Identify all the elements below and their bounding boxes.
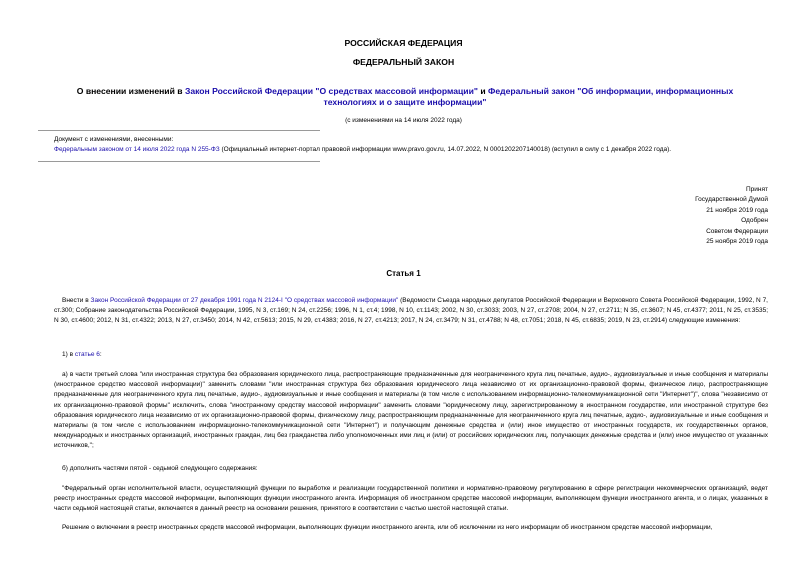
doc-type-heading: ФЕДЕРАЛЬНЫЙ ЗАКОН (352, 57, 455, 67)
article-paragraph-3: а) в части третьей слова "или иностранная структура без образования юридического лица, распространяющие предназначенные для неограниченного круга лиц печатные, аудио-, аудиовизуальные и иные сообщения и материалы (иностранное средство массовой информации)" заменить словами "или иностранная структура без образования юридического лица независимо от их организационно-правовой формы, физическое лицо, распространяющие предназначенные для неограниченного круга лиц печатные, аудио-, аудиовизуальные и иные сообщения и материалы (в том числе с использованием информационно-телекоммуникационной сети "Интернет")", слова "независимо от их организационно-правовой формы" исключить, слова "иностранному средству массовой информации" заменить словами "юридическому лицу, зарегистрированному в иностранном государстве, или иностранной структуре без образования юридического лица независимо от их организационно-правовой формы, физическому лицу, распространяющим предназначенные для неограниченного круга лиц печатные, аудио-, аудиовизуальные и иные сообщения и материалы (в том числе с использованием информационно-телекоммуникационной сети "Интернет") и получающим денежные средства и (или) иное имущество от иностранных государств, их государственных органов, международных и иностранных организаций, иностранных граждан, лиц без гражданства либо уполномоченных ими лиц и (или) от российских юридических лиц, получающих денежные средства и (или) иное имущество от указанных источников,"; (54, 371, 768, 450)
amendment-law-link[interactable]: Федеральным законом от 14 июля 2022 года N 255-ФЗ (54, 146, 220, 153)
article-6-link[interactable]: статье 6 (74, 351, 100, 358)
revision-note: (с изменениями на 14 июля 2022 года) (345, 117, 462, 124)
title-middle: и (477, 86, 488, 96)
article-paragraph-1 (54, 296, 768, 327)
accepted-date: 21 ноября 2019 года (706, 206, 768, 214)
law-link-mass-media[interactable]: Закон Российской Федерации "О средствах массовой информации" (184, 86, 478, 96)
approved-label: Одобрен (741, 217, 768, 225)
approved-by: Советом Федерации (706, 227, 768, 235)
amendments-line (54, 145, 774, 155)
amendment-details: (Официальный интернет-портал правовой информации www.pravo.gov.ru, 14.07.2022, N 0001202207140018) (вступил в силу с 1 декабря 2022 года). (219, 146, 672, 153)
article-paragraph-5: "Федеральный орган исполнительной власти, осуществляющий функции по выработке и реализации государственной политики и нормативно-правовому регулированию в сфере регистрации некоммерческих организаций, ведет реестр иностранных средств массовой информации, выполняющих функции иностранного агента. Информация об иностранном средстве массовой информации, выполняющем функции иностранного агента, и о лицах, указанных в части седьмой настоящей статьи, включается в данный реестр на основании решения, принятого в соответствии с частью шестой настоящей статьи. (54, 485, 768, 513)
p2-pre: 1) в (62, 351, 75, 358)
acceptance-block (695, 185, 768, 247)
divider-top (38, 130, 320, 131)
article-paragraph-2 (54, 350, 768, 360)
title-prefix: О внесении изменений в (76, 86, 185, 96)
law-1991-link[interactable]: Закон Российской Федерации от 27 декабря 1991 года N 2124-I "О средствах массовой информации" (90, 297, 399, 304)
p1-pre: Внести в (62, 297, 91, 304)
divider-bottom (38, 161, 320, 162)
law-title (60, 86, 750, 108)
approved-date: 25 ноября 2019 года (706, 238, 768, 246)
p1-post: (Ведомости Съезда народных депутатов Российской Федерации и Верховного Совета Российской Федерации, 1992, N 7, ст.300; Собрание законодательства Российской Федерации, 1995, N 3, ст.169; N 24, ст.2256; 1996, N 1, ст.4; 1998, N 10, ст.1143; 2002, N 30, ст.3033; 2003, N 27, ст.2708; 2004, N 27, ст.2711; N 35, ст.3607; N 45, ст.4377; 2011, N 25, ст.3535; N 30, ст.4600; 2012, N 31, ст.4322; 2013, N 27, ст.3450; 2014, N 42, ст.5613; 2015, N 29, ст.4383; 2016, N 27, ст.4213; 2017, N 24, ст.3479; N 31, ст.4788; N 48, ст.7051; 2018, N 45, ст.6835; 2019, N 23, ст.2914) следующие изменения: (54, 297, 768, 325)
article-heading: Статья 1 (386, 269, 421, 278)
accepted-label: Принят (745, 186, 768, 193)
accepted-by: Государственной Думой (695, 196, 768, 204)
p2-post: : (99, 351, 102, 358)
law-link-information[interactable]: Федеральный закон "Об информации, информационных технологиях и о защите информации" (323, 86, 734, 107)
country-heading: РОССИЙСКАЯ ФЕДЕРАЦИЯ (344, 38, 463, 48)
amendments-block (54, 135, 774, 155)
article-paragraph-6: Решение о включении в реестр иностранных средств массовой информации, выполняющих функции иностранного агента, или об исключении из него информации об иностранном средстве массовой информации, (62, 524, 713, 531)
amendments-intro: Документ с изменениями, внесенными: (54, 136, 174, 143)
article-paragraph-4: б) дополнить частями пятой - седьмой следующего содержания: (62, 465, 258, 472)
